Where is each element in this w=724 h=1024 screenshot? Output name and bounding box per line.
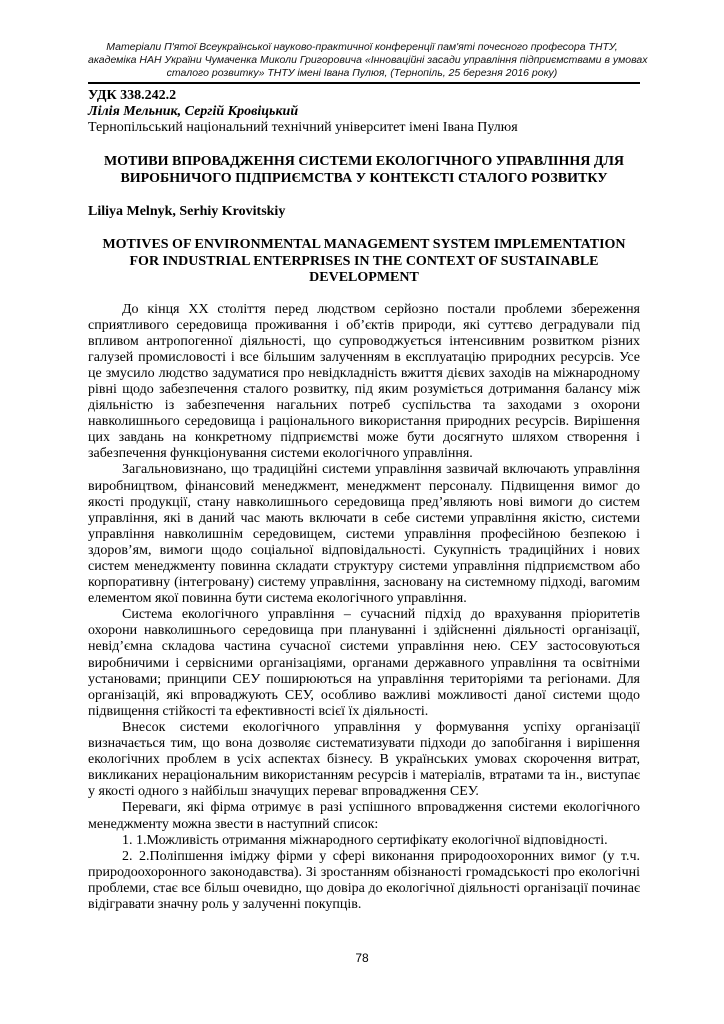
title-ukrainian-line-2: ВИРОБНИЧОГО ПІДПРИЄМСТВА У КОНТЕКСТІ СТАЛОГО РОЗВИТКУ — [120, 170, 608, 186]
running-header-line-2: академіка НАН України Чумаченка Миколи Григоровича «Інноваційні засади управління підприємствами в умовах — [88, 54, 648, 66]
title-ukrainian — [88, 154, 640, 187]
paragraph-1: До кінця ХХ століття перед людством серйозно постали проблеми збереження сприятливого середовища проживання і об’єктів природи, які суттєво деградували під впливом антропогенної діяльності, що супроводжується інтенсивним розвитком різних галузей промисловості і все більшим залученням в експлуатацію природних ресурсів. Усе це змусило людство задуматися про невідкладність вжиття дієвих заходів на міжнародному рівні щодо забезпечення сталого розвитку, під яким розуміється дотримання балансу між діяльністю із забезпечення нагальних потреб суспільства та заходами з охорони навколишнього середовища і раціонального використання природних ресурсів. Вирішення цих завдань на конкретному підприємстві може бути досягнуто шляхом створення і забезпечення функціонування системи екологічного управління. — [88, 301, 640, 462]
authors-english: Liliya Melnyk, Serhiy Krovitskiy — [88, 204, 286, 219]
udc-code: УДК 338.242.2 — [88, 88, 177, 103]
affiliation: Тернопільський національний технічний університет імені Івана Пулюя — [88, 120, 518, 135]
paragraph-4: Внесок системи екологічного управління у формування успіху організації визначається тим, що вона дозволяє систематизувати підходи до запобігання і вирішення екологічних проблем в усіх аспектах бізнесу. В українських умовах скорочення витрат, викликаних нераціональним використанням ресурсів і матеріалів, втратами та ін., виступає у якості одного з найбільш значущих переваг впровадження СЕУ. — [88, 719, 640, 800]
title-english-line-1: MOTIVES OF ENVIRONMENTAL MANAGEMENT SYSTEM IMPLEMENTATION — [102, 237, 626, 252]
page-number: 78 — [355, 951, 369, 965]
authors-ukrainian: Лілія Мельник, Сергій Кровіцький — [88, 104, 299, 119]
article-content — [88, 88, 640, 913]
list-item-1: 1. 1.Можливість отримання міжнародного сертифікату екологічної відповідності. — [122, 832, 608, 848]
running-header-line-1: Матеріали П'ятої Всеукраїнської науково-практичної конференції пам'яті почесного професора ТНТУ, — [106, 41, 618, 53]
title-english — [88, 237, 640, 287]
paragraph-5: Переваги, які фірма отримує в разі успішного впровадження системи екологічного менеджменту можна звести в наступний список: — [88, 800, 640, 832]
list-item-2: 2. 2.Поліпшення іміджу фірми у сфері виконання природоохоронних вимог (у т.ч. природоохоронного законодавства). Зі зростанням обізнаності громадськості про екологічні проблеми, стає все більш очевидно, що довіра до екологічної діяльності організації починає відігравати значну роль у залученні покупців. — [88, 848, 640, 912]
title-ukrainian-line-1: МОТИВИ ВПРОВАДЖЕННЯ СИСТЕМИ ЕКОЛОГІЧНОГО УПРАВЛІННЯ ДЛЯ — [103, 154, 625, 169]
paragraph-3: Система екологічного управління – сучасний підхід до врахування пріоритетів охорони навколишнього середовища при плануванні і здійсненні діяльності організації, невід’ємна складова частина сучасної системи управління нею. СЕУ застосовуються виробничими і сервісними організаціями, органами державного управління та освітніми установами; принципи СЕУ поширюються на управління територіями та регіонами. Для організацій, які впроваджують СЕУ, особливо важливі можливості даної системи щодо підвищення стійкості та ефективності всієї їх діяльності. — [88, 607, 640, 719]
header-divider — [88, 82, 640, 84]
running-header — [88, 41, 648, 80]
title-english-line-2: FOR INDUSTRIAL ENTERPRISES IN THE CONTEXT OF SUSTAINABLE — [129, 253, 599, 269]
title-english-line-3: DEVELOPMENT — [309, 270, 419, 285]
paragraph-2: Загальновизнано, що традиційні системи управління зазвичай включають управління виробництвом, фінансовий менеджмент, менеджмент персоналу. Підвищення вимог до якості продукції, стану навколишнього середовища пред’являють нові вимоги до систем управління, які в даний час мають включати в себе системи управління якістю, системи управління навколишнім середовищем, системи управління професійною безпекою і здоров’ям, вимоги щодо соціальної відповідальності. Сукупність традиційних і нових систем менеджменту повинна складати структуру системи управління підприємством або корпоративну (інтегровану) систему управління, засновану на системному підході, вагомим елементом якої повинна бути система екологічного управління. — [88, 462, 640, 607]
running-header-line-3: сталого розвитку» ТНТУ імені Івана Пулюя, (Тернопіль, 25 березня 2016 року) — [166, 67, 558, 79]
